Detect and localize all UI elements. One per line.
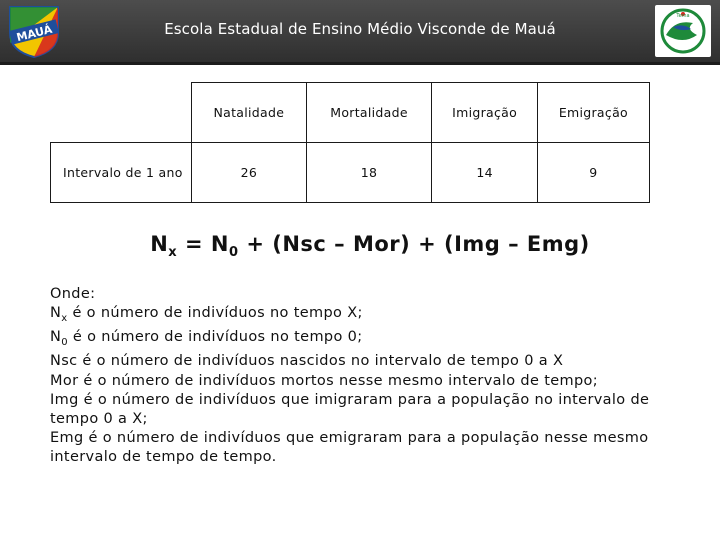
formula-nx-subscript: x [168, 245, 178, 261]
formula-rest: + (Nsc – Mor) + (Img – Emg) [238, 232, 590, 256]
definition-n0-subscript: 0 [61, 337, 68, 349]
definition-img: Img é o número de indivíduos que imigraram para a população no intervalo de tempo 0 a X; [50, 391, 650, 427]
definitions-intro: Onde: [50, 286, 96, 302]
definition-nsc: Nsc é o número de indivíduos nascidos no intervalo de tempo 0 a X [50, 353, 564, 370]
page-title: Escola Estadual de Ensino Médio Visconde de Mauá [164, 20, 556, 38]
table-cell: 26 [192, 143, 307, 203]
formula-nx: N [150, 232, 169, 256]
definition-nx-symbol: N [50, 305, 62, 322]
table-row [51, 143, 650, 203]
definition-nx-text: é o número de indivíduos no tempo X; [67, 305, 363, 322]
school-logo-right [655, 5, 711, 57]
definition-emg: Emg é o número de indivíduos que emigraram para a população nesse mesmo intervalo de tempo de tempo. [50, 430, 649, 466]
definition-n0 [50, 328, 660, 352]
column-header: Mortalidade [306, 83, 432, 143]
header-bar [0, 0, 720, 65]
formula-n0-subscript: 0 [228, 245, 239, 261]
definition-n0-text: é o número de indivíduos no tempo 0; [67, 329, 363, 346]
data-table [50, 82, 650, 203]
column-header: Natalidade [192, 83, 307, 143]
table-cell: 14 [432, 143, 537, 203]
table-header-row [51, 83, 650, 143]
definition-mor: Mor é o número de indivíduos mortos nesse mesmo intervalo de tempo; [50, 372, 599, 389]
population-formula [0, 232, 720, 260]
row-label: Intervalo de 1 ano [51, 143, 192, 203]
table-cell: 18 [306, 143, 432, 203]
definition-nx [50, 304, 660, 328]
logo-right-text: Tema [676, 13, 690, 19]
column-header: Emigração [537, 83, 649, 143]
logo-left-text: MAUÁ [15, 22, 54, 45]
table-corner-cell [51, 83, 192, 143]
definitions-text [50, 285, 660, 468]
formula-n0: = N [177, 232, 229, 256]
column-header: Imigração [432, 83, 537, 143]
table-cell: 9 [537, 143, 649, 203]
definition-nx-subscript: x [61, 313, 68, 325]
definition-n0-symbol: N [50, 329, 62, 346]
